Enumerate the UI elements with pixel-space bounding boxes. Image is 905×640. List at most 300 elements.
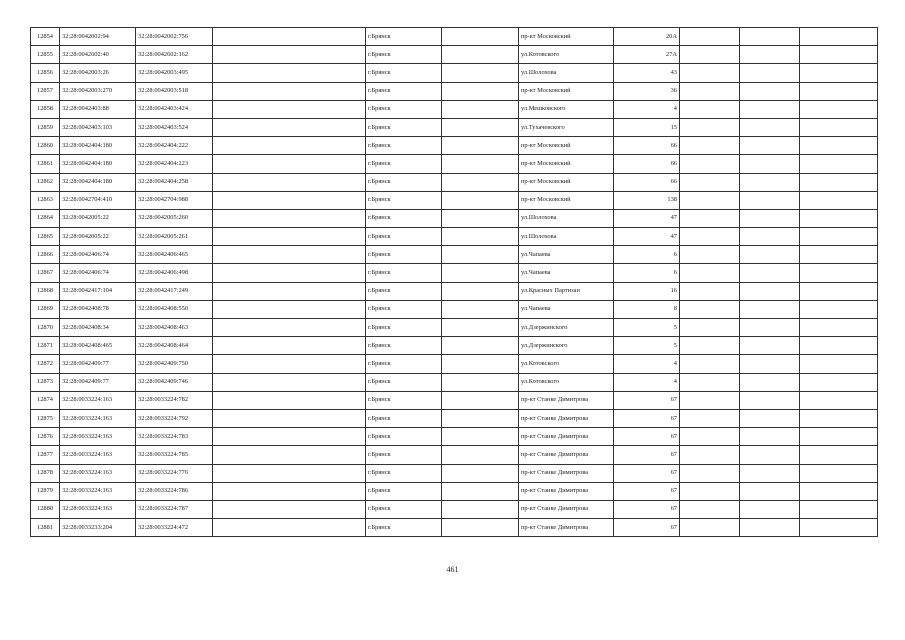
table-row (31, 282, 878, 300)
empty-col-4-cell (213, 519, 366, 537)
parcel-number-cell: 32:28:0033224:163 (60, 482, 136, 500)
empty-col-4-cell (213, 64, 366, 82)
house-number-cell: 4 (614, 355, 680, 373)
empty-col-9-cell (680, 464, 740, 482)
empty-col-6-cell (442, 391, 519, 409)
record-number-cell: 12876 (31, 428, 60, 446)
empty-col-4-cell (213, 482, 366, 500)
parcel-number-cell: 32:28:0042404:180 (60, 173, 136, 191)
empty-col-11-cell (800, 82, 878, 100)
empty-col-4-cell (213, 46, 366, 64)
street-cell: пр-кт Станке Димитрова (519, 519, 614, 537)
table-row (31, 300, 878, 318)
table-row (31, 428, 878, 446)
house-number-cell: 67 (614, 482, 680, 500)
house-number-cell: 36 (614, 82, 680, 100)
empty-col-11-cell (800, 155, 878, 173)
empty-col-9-cell (680, 28, 740, 46)
street-cell: пр-кт Московский (519, 28, 614, 46)
empty-col-10-cell (740, 391, 800, 409)
empty-col-9-cell (680, 264, 740, 282)
parcel-number-cell: 32:28:0042003:26 (60, 64, 136, 82)
empty-col-4-cell (213, 319, 366, 337)
city-cell: г.Брянск (366, 337, 442, 355)
table-row (31, 446, 878, 464)
empty-col-10-cell (740, 500, 800, 518)
empty-col-11-cell (800, 391, 878, 409)
empty-col-10-cell (740, 300, 800, 318)
empty-col-4-cell (213, 500, 366, 518)
empty-col-4-cell (213, 391, 366, 409)
empty-col-10-cell (740, 209, 800, 227)
city-cell: г.Брянск (366, 482, 442, 500)
house-number-cell: 43 (614, 64, 680, 82)
house-number-cell: 8 (614, 300, 680, 318)
empty-col-10-cell (740, 191, 800, 209)
object-number-cell: 32:28:0042403:524 (136, 118, 213, 136)
record-number-cell: 12857 (31, 82, 60, 100)
empty-col-10-cell (740, 264, 800, 282)
object-number-cell: 32:28:0042404:223 (136, 155, 213, 173)
object-number-cell: 32:28:0042409:746 (136, 373, 213, 391)
empty-col-6-cell (442, 282, 519, 300)
empty-col-6-cell (442, 64, 519, 82)
empty-col-9-cell (680, 500, 740, 518)
table-row (31, 409, 878, 427)
city-cell: г.Брянск (366, 282, 442, 300)
record-number-cell: 12879 (31, 482, 60, 500)
empty-col-6-cell (442, 446, 519, 464)
street-cell: пр-кт Станке Димитрова (519, 464, 614, 482)
empty-col-11-cell (800, 300, 878, 318)
empty-col-4-cell (213, 446, 366, 464)
record-number-cell: 12859 (31, 118, 60, 136)
empty-col-6-cell (442, 82, 519, 100)
table-row (31, 264, 878, 282)
house-number-cell: 66 (614, 155, 680, 173)
parcel-number-cell: 32:28:0042403:88 (60, 100, 136, 118)
empty-col-4-cell (213, 209, 366, 227)
empty-col-11-cell (800, 482, 878, 500)
house-number-cell: 67 (614, 428, 680, 446)
table-row (31, 246, 878, 264)
empty-col-11-cell (800, 428, 878, 446)
street-cell: ул.Дзержинского (519, 337, 614, 355)
record-number-cell: 12862 (31, 173, 60, 191)
empty-col-9-cell (680, 46, 740, 64)
street-cell: пр-кт Станке Димитрова (519, 409, 614, 427)
empty-col-4-cell (213, 355, 366, 373)
parcel-number-cell: 32:28:0042409:77 (60, 355, 136, 373)
object-number-cell: 32:28:0042417:249 (136, 282, 213, 300)
empty-col-11-cell (800, 246, 878, 264)
table-row (31, 500, 878, 518)
empty-col-6-cell (442, 300, 519, 318)
object-number-cell: 32:28:0042002:756 (136, 28, 213, 46)
street-cell: пр-кт Станке Димитрова (519, 391, 614, 409)
parcel-number-cell: 32:28:0042005:22 (60, 228, 136, 246)
empty-col-9-cell (680, 391, 740, 409)
city-cell: г.Брянск (366, 264, 442, 282)
empty-col-10-cell (740, 155, 800, 173)
empty-col-6-cell (442, 46, 519, 64)
object-number-cell: 32:28:0042404:258 (136, 173, 213, 191)
city-cell: г.Брянск (366, 155, 442, 173)
parcel-number-cell: 32:28:0033233:204 (60, 519, 136, 537)
parcel-number-cell: 32:28:0033224:163 (60, 464, 136, 482)
empty-col-11-cell (800, 64, 878, 82)
house-number-cell: 138 (614, 191, 680, 209)
city-cell: г.Брянск (366, 246, 442, 264)
object-number-cell: 32:28:0042406:498 (136, 264, 213, 282)
record-number-cell: 12856 (31, 64, 60, 82)
house-number-cell: 20А (614, 28, 680, 46)
parcel-number-cell: 32:28:0042002:94 (60, 28, 136, 46)
record-number-cell: 12868 (31, 282, 60, 300)
empty-col-6-cell (442, 246, 519, 264)
record-number-cell: 12874 (31, 391, 60, 409)
empty-col-6-cell (442, 519, 519, 537)
table-row (31, 319, 878, 337)
empty-col-10-cell (740, 82, 800, 100)
record-number-cell: 12870 (31, 319, 60, 337)
object-number-cell: 32:28:0042406:465 (136, 246, 213, 264)
parcel-number-cell: 32:28:0042704:410 (60, 191, 136, 209)
house-number-cell: 6 (614, 264, 680, 282)
table-row (31, 173, 878, 191)
empty-col-4-cell (213, 300, 366, 318)
table-row (31, 337, 878, 355)
empty-col-10-cell (740, 100, 800, 118)
object-number-cell: 32:28:0033224:783 (136, 428, 213, 446)
city-cell: г.Брянск (366, 100, 442, 118)
record-number-cell: 12880 (31, 500, 60, 518)
table-row (31, 228, 878, 246)
street-cell: пр-кт Станке Димитрова (519, 500, 614, 518)
street-cell: пр-кт Московский (519, 155, 614, 173)
table-row (31, 82, 878, 100)
house-number-cell: 15 (614, 118, 680, 136)
empty-col-9-cell (680, 173, 740, 191)
table-row (31, 391, 878, 409)
empty-col-11-cell (800, 500, 878, 518)
empty-col-9-cell (680, 137, 740, 155)
table-row (31, 464, 878, 482)
empty-col-4-cell (213, 100, 366, 118)
city-cell: г.Брянск (366, 500, 442, 518)
street-cell: пр-кт Московский (519, 173, 614, 191)
empty-col-4-cell (213, 28, 366, 46)
empty-col-6-cell (442, 155, 519, 173)
page-number: 461 (446, 565, 459, 574)
city-cell: г.Брянск (366, 137, 442, 155)
house-number-cell: 4 (614, 373, 680, 391)
empty-col-9-cell (680, 228, 740, 246)
record-number-cell: 12863 (31, 191, 60, 209)
empty-col-6-cell (442, 137, 519, 155)
property-table (30, 27, 878, 537)
street-cell: ул.Чапаева (519, 264, 614, 282)
record-number-cell: 12867 (31, 264, 60, 282)
table-row (31, 355, 878, 373)
empty-col-6-cell (442, 428, 519, 446)
record-number-cell: 12866 (31, 246, 60, 264)
table-row (31, 118, 878, 136)
object-number-cell: 32:28:0042408:464 (136, 337, 213, 355)
record-number-cell: 12865 (31, 228, 60, 246)
record-number-cell: 12861 (31, 155, 60, 173)
empty-col-11-cell (800, 446, 878, 464)
empty-col-9-cell (680, 282, 740, 300)
empty-col-6-cell (442, 373, 519, 391)
parcel-number-cell: 32:28:0033224:163 (60, 428, 136, 446)
record-number-cell: 12873 (31, 373, 60, 391)
empty-col-9-cell (680, 409, 740, 427)
empty-col-6-cell (442, 228, 519, 246)
house-number-cell: 66 (614, 137, 680, 155)
table-row (31, 191, 878, 209)
record-number-cell: 12854 (31, 28, 60, 46)
parcel-number-cell: 32:28:0033224:163 (60, 500, 136, 518)
table-row (31, 373, 878, 391)
empty-col-11-cell (800, 228, 878, 246)
parcel-number-cell: 32:28:0033224:163 (60, 446, 136, 464)
street-cell: пр-кт Станке Димитрова (519, 428, 614, 446)
object-number-cell: 32:28:0042005:260 (136, 209, 213, 227)
empty-col-10-cell (740, 446, 800, 464)
record-number-cell: 12877 (31, 446, 60, 464)
empty-col-6-cell (442, 191, 519, 209)
empty-col-6-cell (442, 337, 519, 355)
empty-col-10-cell (740, 173, 800, 191)
table-row (31, 155, 878, 173)
object-number-cell: 32:28:0033224:472 (136, 519, 213, 537)
empty-col-11-cell (800, 28, 878, 46)
empty-col-10-cell (740, 409, 800, 427)
empty-col-9-cell (680, 446, 740, 464)
empty-col-9-cell (680, 246, 740, 264)
record-number-cell: 12881 (31, 519, 60, 537)
empty-col-11-cell (800, 118, 878, 136)
street-cell: ул.Котовского (519, 46, 614, 64)
street-cell: ул.Тухачевского (519, 118, 614, 136)
record-number-cell: 12871 (31, 337, 60, 355)
street-cell: ул.Мешковского (519, 100, 614, 118)
empty-col-11-cell (800, 464, 878, 482)
object-number-cell: 32:28:0042408:463 (136, 319, 213, 337)
empty-col-11-cell (800, 319, 878, 337)
house-number-cell: 67 (614, 464, 680, 482)
empty-col-9-cell (680, 82, 740, 100)
house-number-cell: 67 (614, 391, 680, 409)
table-row (31, 64, 878, 82)
empty-col-9-cell (680, 337, 740, 355)
empty-col-6-cell (442, 173, 519, 191)
object-number-cell: 32:28:0042005:261 (136, 228, 213, 246)
street-cell: ул.Красных Партизан (519, 282, 614, 300)
parcel-number-cell: 32:28:0042408:78 (60, 300, 136, 318)
empty-col-11-cell (800, 373, 878, 391)
empty-col-9-cell (680, 428, 740, 446)
empty-col-11-cell (800, 519, 878, 537)
record-number-cell: 12869 (31, 300, 60, 318)
record-number-cell: 12855 (31, 46, 60, 64)
city-cell: г.Брянск (366, 191, 442, 209)
object-number-cell: 32:28:0042404:222 (136, 137, 213, 155)
empty-col-11-cell (800, 355, 878, 373)
parcel-number-cell: 32:28:0042403:103 (60, 118, 136, 136)
empty-col-11-cell (800, 409, 878, 427)
empty-col-10-cell (740, 464, 800, 482)
street-cell: пр-кт Московский (519, 191, 614, 209)
empty-col-4-cell (213, 173, 366, 191)
table-row (31, 100, 878, 118)
empty-col-6-cell (442, 464, 519, 482)
empty-col-11-cell (800, 173, 878, 191)
empty-col-9-cell (680, 519, 740, 537)
city-cell: г.Брянск (366, 373, 442, 391)
empty-col-4-cell (213, 246, 366, 264)
empty-col-4-cell (213, 155, 366, 173)
house-number-cell: 5 (614, 319, 680, 337)
record-number-cell: 12860 (31, 137, 60, 155)
empty-col-10-cell (740, 428, 800, 446)
table-row (31, 46, 878, 64)
empty-col-6-cell (442, 28, 519, 46)
empty-col-10-cell (740, 282, 800, 300)
street-cell: ул.Дзержинского (519, 319, 614, 337)
empty-col-10-cell (740, 482, 800, 500)
object-number-cell: 32:28:0042408:550 (136, 300, 213, 318)
empty-col-4-cell (213, 82, 366, 100)
empty-col-4-cell (213, 428, 366, 446)
empty-col-6-cell (442, 409, 519, 427)
table-row (31, 519, 878, 537)
object-number-cell: 32:28:0042003:518 (136, 82, 213, 100)
house-number-cell: 5 (614, 337, 680, 355)
house-number-cell: 47 (614, 209, 680, 227)
empty-col-4-cell (213, 118, 366, 136)
empty-col-11-cell (800, 46, 878, 64)
city-cell: г.Брянск (366, 464, 442, 482)
object-number-cell: 32:28:0042409:750 (136, 355, 213, 373)
object-number-cell: 32:28:0033224:787 (136, 500, 213, 518)
empty-col-11-cell (800, 100, 878, 118)
house-number-cell: 16 (614, 282, 680, 300)
street-cell: ул.Чапаева (519, 300, 614, 318)
empty-col-11-cell (800, 282, 878, 300)
empty-col-9-cell (680, 373, 740, 391)
house-number-cell: 4 (614, 100, 680, 118)
record-number-cell: 12864 (31, 209, 60, 227)
empty-col-11-cell (800, 191, 878, 209)
empty-col-10-cell (740, 228, 800, 246)
empty-col-10-cell (740, 28, 800, 46)
parcel-number-cell: 32:28:0042404:180 (60, 155, 136, 173)
city-cell: г.Брянск (366, 173, 442, 191)
parcel-number-cell: 32:28:0033224:163 (60, 391, 136, 409)
parcel-number-cell: 32:28:0042417:104 (60, 282, 136, 300)
empty-col-11-cell (800, 137, 878, 155)
empty-col-4-cell (213, 464, 366, 482)
empty-col-4-cell (213, 409, 366, 427)
parcel-number-cell: 32:28:0033224:163 (60, 409, 136, 427)
street-cell: ул.Котовского (519, 373, 614, 391)
table-body (31, 28, 878, 537)
empty-col-6-cell (442, 264, 519, 282)
empty-col-4-cell (213, 264, 366, 282)
parcel-number-cell: 32:28:0042404:180 (60, 137, 136, 155)
empty-col-10-cell (740, 46, 800, 64)
empty-col-9-cell (680, 355, 740, 373)
empty-col-6-cell (442, 118, 519, 136)
empty-col-6-cell (442, 355, 519, 373)
table-row (31, 209, 878, 227)
parcel-number-cell: 32:28:0042005:22 (60, 209, 136, 227)
empty-col-9-cell (680, 191, 740, 209)
record-number-cell: 12875 (31, 409, 60, 427)
street-cell: пр-кт Станке Димитрова (519, 482, 614, 500)
record-number-cell: 12872 (31, 355, 60, 373)
house-number-cell: 67 (614, 519, 680, 537)
house-number-cell: 67 (614, 500, 680, 518)
object-number-cell: 32:28:0042704:988 (136, 191, 213, 209)
empty-col-10-cell (740, 246, 800, 264)
house-number-cell: 47 (614, 228, 680, 246)
object-number-cell: 32:28:0042403:424 (136, 100, 213, 118)
city-cell: г.Брянск (366, 355, 442, 373)
city-cell: г.Брянск (366, 209, 442, 227)
city-cell: г.Брянск (366, 409, 442, 427)
city-cell: г.Брянск (366, 228, 442, 246)
empty-col-10-cell (740, 355, 800, 373)
empty-col-10-cell (740, 64, 800, 82)
empty-col-11-cell (800, 337, 878, 355)
empty-col-9-cell (680, 118, 740, 136)
empty-col-11-cell (800, 209, 878, 227)
empty-col-4-cell (213, 373, 366, 391)
empty-col-10-cell (740, 373, 800, 391)
street-cell: ул.Котовского (519, 355, 614, 373)
empty-col-9-cell (680, 100, 740, 118)
empty-col-6-cell (442, 319, 519, 337)
empty-col-4-cell (213, 228, 366, 246)
empty-col-4-cell (213, 191, 366, 209)
empty-col-10-cell (740, 118, 800, 136)
empty-col-9-cell (680, 300, 740, 318)
empty-col-10-cell (740, 519, 800, 537)
house-number-cell: 27А (614, 46, 680, 64)
empty-col-9-cell (680, 319, 740, 337)
empty-col-4-cell (213, 282, 366, 300)
empty-col-10-cell (740, 337, 800, 355)
object-number-cell: 32:28:0033224:782 (136, 391, 213, 409)
street-cell: ул.Шолохова (519, 64, 614, 82)
parcel-number-cell: 32:28:0042602:40 (60, 46, 136, 64)
city-cell: г.Брянск (366, 519, 442, 537)
empty-col-6-cell (442, 482, 519, 500)
object-number-cell: 32:28:0042602:162 (136, 46, 213, 64)
empty-col-6-cell (442, 100, 519, 118)
city-cell: г.Брянск (366, 428, 442, 446)
table-row (31, 482, 878, 500)
empty-col-9-cell (680, 209, 740, 227)
street-cell: ул.Шолохова (519, 228, 614, 246)
empty-col-4-cell (213, 337, 366, 355)
empty-col-6-cell (442, 500, 519, 518)
house-number-cell: 66 (614, 173, 680, 191)
city-cell: г.Брянск (366, 118, 442, 136)
